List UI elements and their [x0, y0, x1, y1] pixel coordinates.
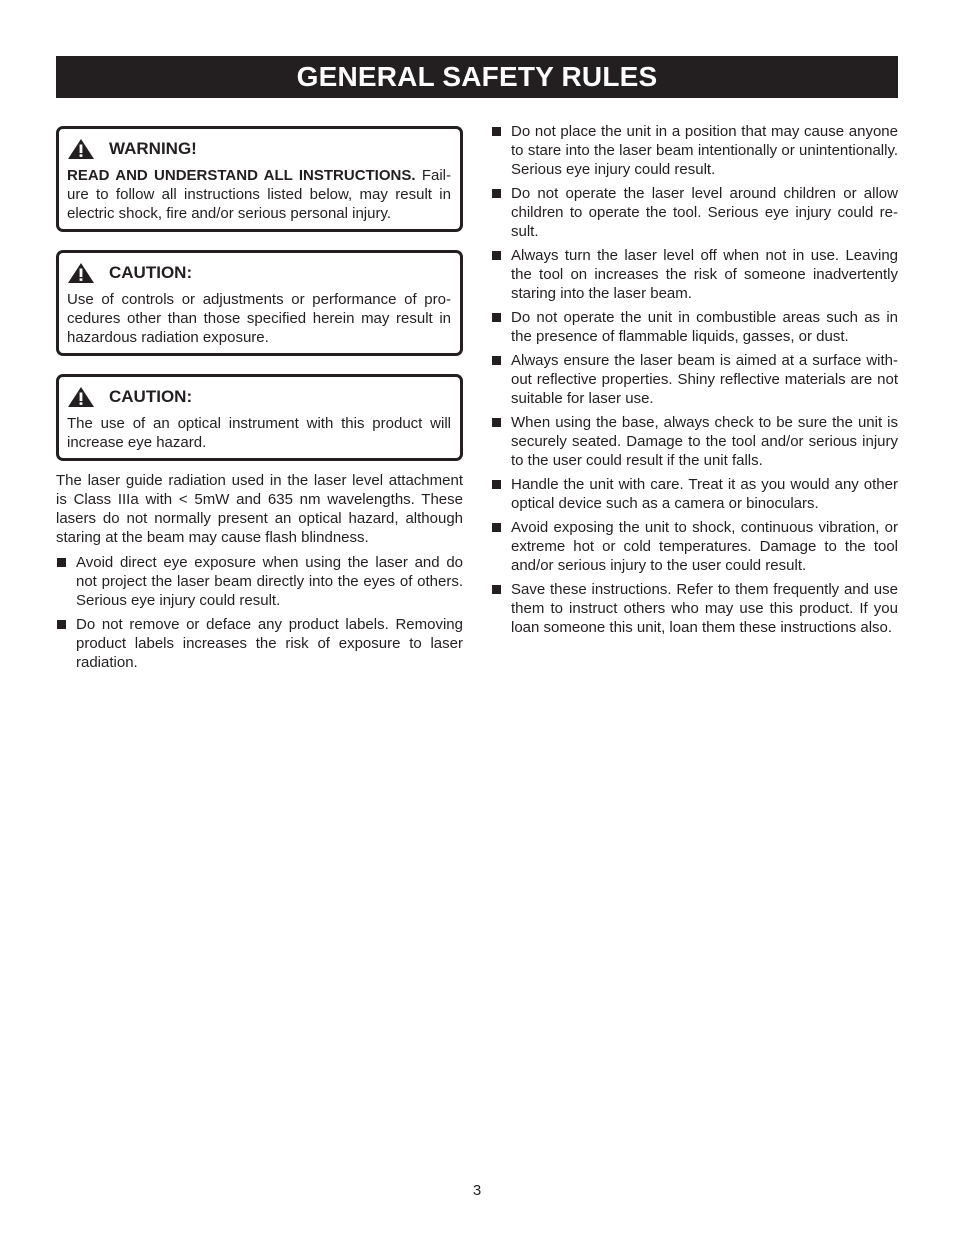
square-bullet-icon [492, 313, 501, 322]
caution-2-text: The use of an optical instrument with this product will increase eye hazard. [67, 415, 451, 451]
list-item-text: Handle the unit with care. Treat it as you would any other optical device such as a camera or binoculars. [511, 476, 898, 512]
list-item [56, 615, 463, 672]
list-item-text: Avoid direct eye exposure when using the laser and do not project the laser beam directly into the eyes of others. Serious eye injury could result. [76, 554, 463, 609]
square-bullet-icon [492, 189, 501, 198]
square-bullet-icon [57, 620, 66, 629]
page-title: GENERAL SAFETY RULES [296, 61, 658, 92]
list-item-text: When using the base, always check to be sure the unit is securely seated. Damage to the tool and/or serious injury to the user could result if the unit falls. [511, 414, 898, 469]
list-item-text: Always turn the laser level off when not in use. Leaving the tool on increases the risk of someone inadvertently staring into the laser beam. [511, 247, 898, 302]
list-item [491, 475, 898, 513]
list-item [491, 413, 898, 470]
square-bullet-icon [492, 585, 501, 594]
list-item-text: Save these instructions. Refer to them frequently and use them to instruct others who may use this product. If you loan someone this unit, loan them these instructions also. [511, 581, 898, 636]
list-item-text: Always ensure the laser beam is aimed at a surface without reflective properties. Shiny reflective materials are not suitable for laser use. [511, 352, 898, 407]
caution-box-1-header [67, 262, 451, 284]
caution-box-1 [56, 250, 463, 356]
caution-box-2 [56, 374, 463, 461]
warning-triangle-icon [67, 386, 95, 408]
list-item-text: Do not operate the unit in combustible areas such as in the presence of flammable liquids, gasses, or dust. [511, 309, 898, 345]
warning-box [56, 126, 463, 232]
list-item-text: Do not operate the laser level around children or allow children to operate the tool. Serious eye injury could result. [511, 185, 898, 240]
list-item [491, 184, 898, 241]
list-item [491, 518, 898, 575]
warning-heading: WARNING! [109, 139, 197, 158]
warning-triangle-icon [67, 262, 95, 284]
square-bullet-icon [492, 251, 501, 260]
left-column [56, 126, 463, 677]
square-bullet-icon [492, 480, 501, 489]
list-item [491, 351, 898, 408]
caution-1-text: Use of controls or adjustments or performance of procedures other than those specified herein may result in hazardous radiation exposure. [67, 291, 451, 346]
list-item [491, 246, 898, 303]
list-item-text: Avoid exposing the unit to shock, continuous vibration, or extreme hot or cold temperatures. Damage to the tool and/or serious injury to the user could result. [511, 519, 898, 574]
list-item [56, 553, 463, 610]
list-item [491, 308, 898, 346]
list-item-text: Do not remove or deface any product labels. Removing product labels increases the risk of exposure to laser radiation. [76, 616, 463, 671]
square-bullet-icon [492, 418, 501, 427]
warning-bold-lead: READ AND UNDERSTAND ALL INSTRUCTIONS. [67, 167, 416, 184]
square-bullet-icon [57, 558, 66, 567]
list-item [491, 580, 898, 637]
left-bullet-list [56, 553, 463, 672]
caution-box-2-header [67, 386, 451, 408]
right-column [491, 122, 898, 642]
title-bar [56, 56, 898, 98]
warning-body: Failure to follow all instructions listed below, may result in electric shock, fire and/or serious personal injury. [67, 167, 451, 222]
list-item-text: Do not place the unit in a position that may cause anyone to stare into the laser beam intentionally or unintentionally. Serious eye injury could result. [511, 123, 898, 178]
caution-1-heading: CAUTION: [109, 263, 193, 282]
warning-triangle-icon [67, 138, 95, 160]
laser-class-paragraph: The laser guide radiation used in the laser level attachment is Class IIIa with < 5mW and 635 nm wavelengths. These lasers do not normally present an optical hazard, although staring at the beam may cause flash blindness. [56, 472, 463, 546]
caution-2-heading: CAUTION: [109, 387, 193, 406]
square-bullet-icon [492, 356, 501, 365]
square-bullet-icon [492, 127, 501, 136]
square-bullet-icon [492, 523, 501, 532]
warning-box-header [67, 138, 451, 160]
page-number: 3 [472, 1182, 482, 1199]
right-bullet-list [491, 122, 898, 637]
list-item [491, 122, 898, 179]
warning-text [67, 166, 451, 223]
